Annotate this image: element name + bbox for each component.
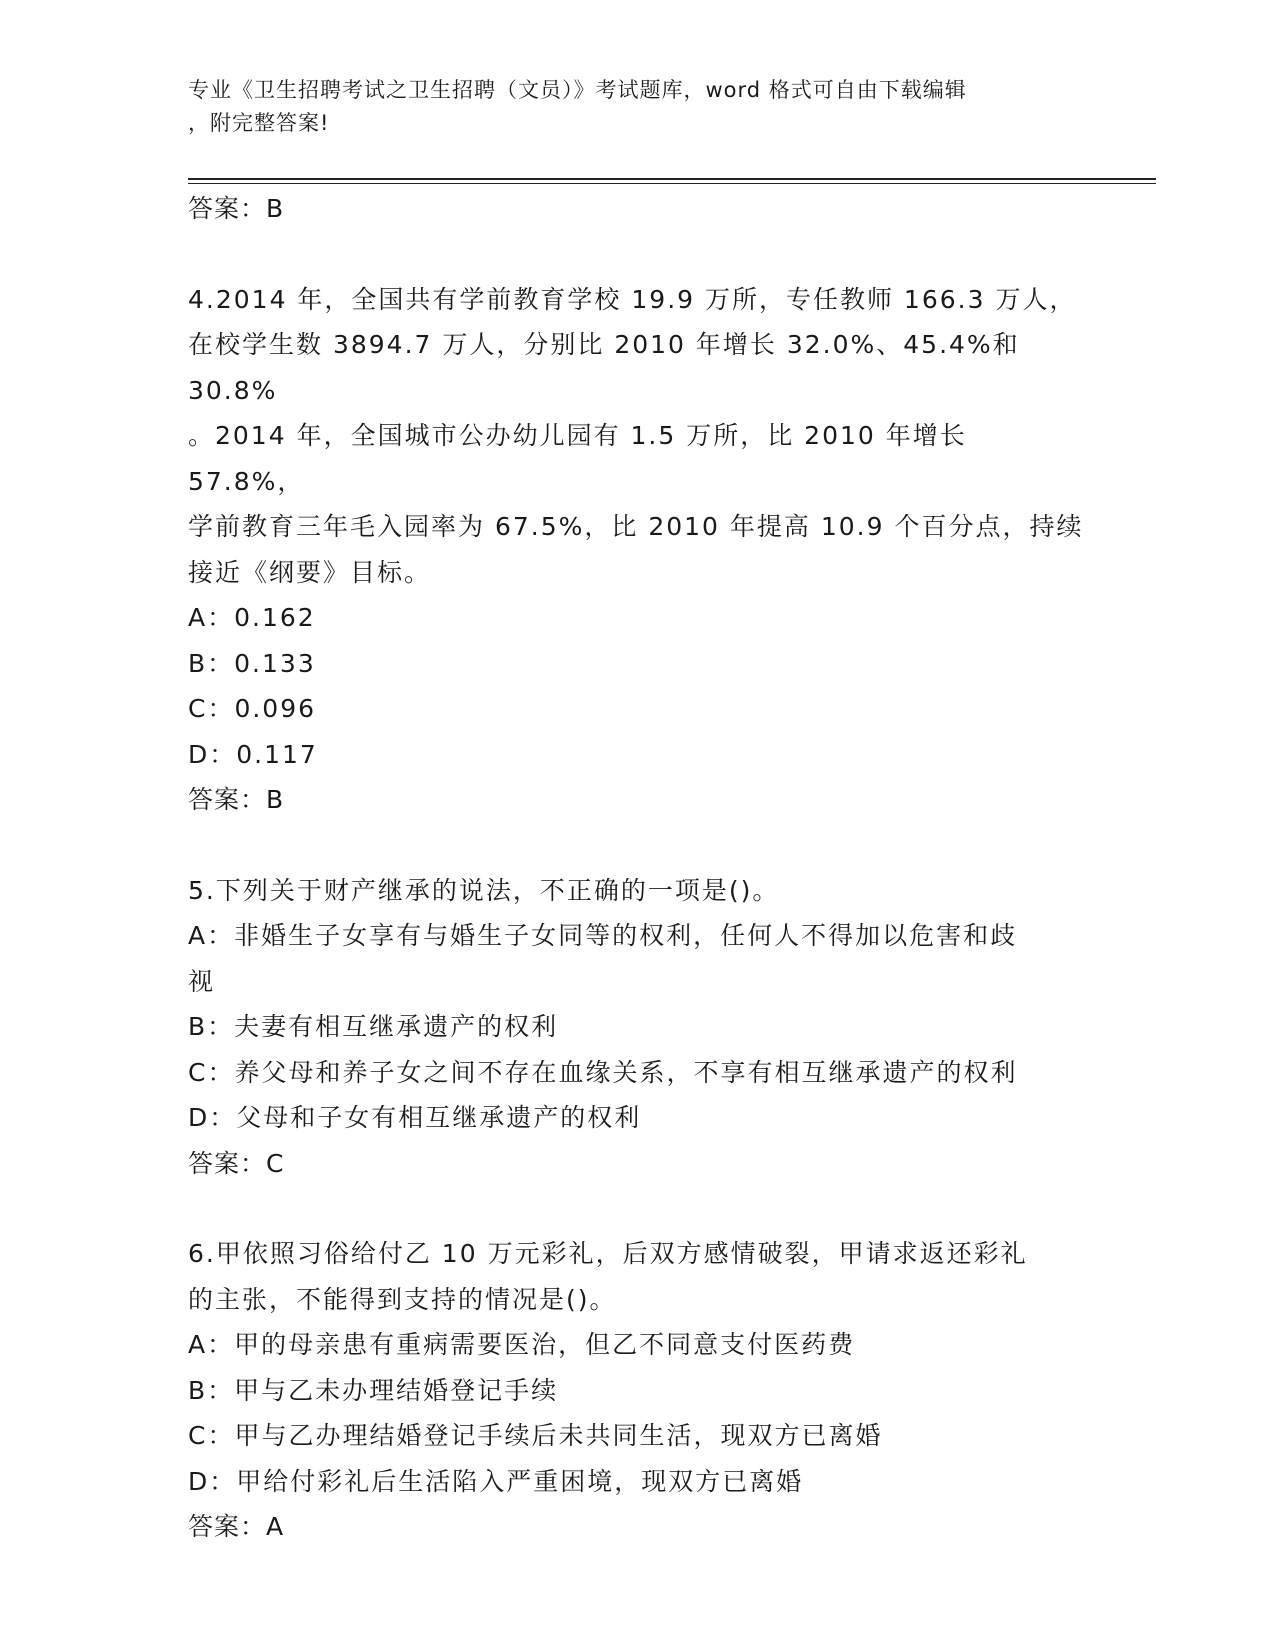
option-c: C：养父母和养子女之间不存在血缘关系，不享有相互继承遗产的权利 [188, 1057, 1018, 1087]
question-stem-line: 5.下列关于财产继承的说法，不正确的一项是()。 [188, 875, 780, 905]
question-stem-line: 的主张，不能得到支持的情况是()。 [188, 1284, 617, 1314]
header-note-line: ，附完整答案! [188, 111, 330, 135]
question-stem-line: 4.2014 年，全国共有学前教育学校 19.9 万所，专任教师 166.3 万人， [188, 284, 1077, 314]
header-divider [188, 178, 1156, 180]
option-a-continued: 视 [188, 966, 216, 996]
option-d: D：甲给付彩礼后生活陷入严重困境，现双方已离婚 [188, 1466, 804, 1496]
question-6 [188, 1231, 1088, 1550]
question-5 [188, 868, 1088, 1187]
answer-label: 答案：A [188, 1512, 285, 1541]
header-note [188, 74, 1088, 140]
question-stem-line: 学前教育三年毛入园率为 67.5%，比 2010 年提高 10.9 个百分点，持续 [188, 512, 1084, 541]
answer-label: 答案：B [188, 785, 285, 814]
option-b: B：夫妻有相互继承遗产的权利 [188, 1012, 559, 1041]
option-a: A：甲的母亲患有重病需要医治，但乙不同意支付医药费 [188, 1330, 856, 1359]
header-note-line: 专业《卫生招聘考试之卫生招聘（文员）》考试题库，word 格式可自由下载编辑 [188, 78, 967, 102]
answer-label: 答案：B [188, 194, 285, 223]
answer-label: 答案：C [188, 1148, 285, 1178]
question-number: 4. [188, 284, 216, 314]
question-number: 6. [188, 1239, 216, 1268]
question-stem-line: 6.甲依照习俗给付乙 10 万元彩礼，后双方感情破裂，甲请求返还彩礼 [188, 1239, 1028, 1268]
question-stem-line: 在校学生数 3894.7 万人，分别比 2010 年增长 32.0%、45.4%和 30.8% [188, 330, 1020, 405]
option-c: C：甲与乙办理结婚登记手续后未共同生活，现双方已离婚 [188, 1421, 883, 1450]
option-a: A：0.162 [188, 603, 316, 632]
option-d: D：父母和子女有相互继承遗产的权利 [188, 1103, 642, 1132]
question-stem-line: 。2014 年，全国城市公办幼儿园有 1.5 万所，比 2010 年增长 57.8%， [188, 421, 967, 496]
question-stem-line: 接近《纲要》目标。 [188, 557, 432, 587]
option-d: D：0.117 [188, 739, 318, 769]
option-b: B：甲与乙未办理结婚登记手续 [188, 1375, 559, 1405]
question-content [188, 186, 1088, 1550]
option-b: B：0.133 [188, 648, 316, 678]
header-divider-thin [188, 183, 1156, 184]
question-number: 5. [188, 875, 216, 905]
option-c: C：0.096 [188, 694, 317, 723]
question-4 [188, 277, 1088, 823]
option-a: A：非婚生子女享有与婚生子女同等的权利，任何人不得加以危害和歧 [188, 921, 1018, 950]
